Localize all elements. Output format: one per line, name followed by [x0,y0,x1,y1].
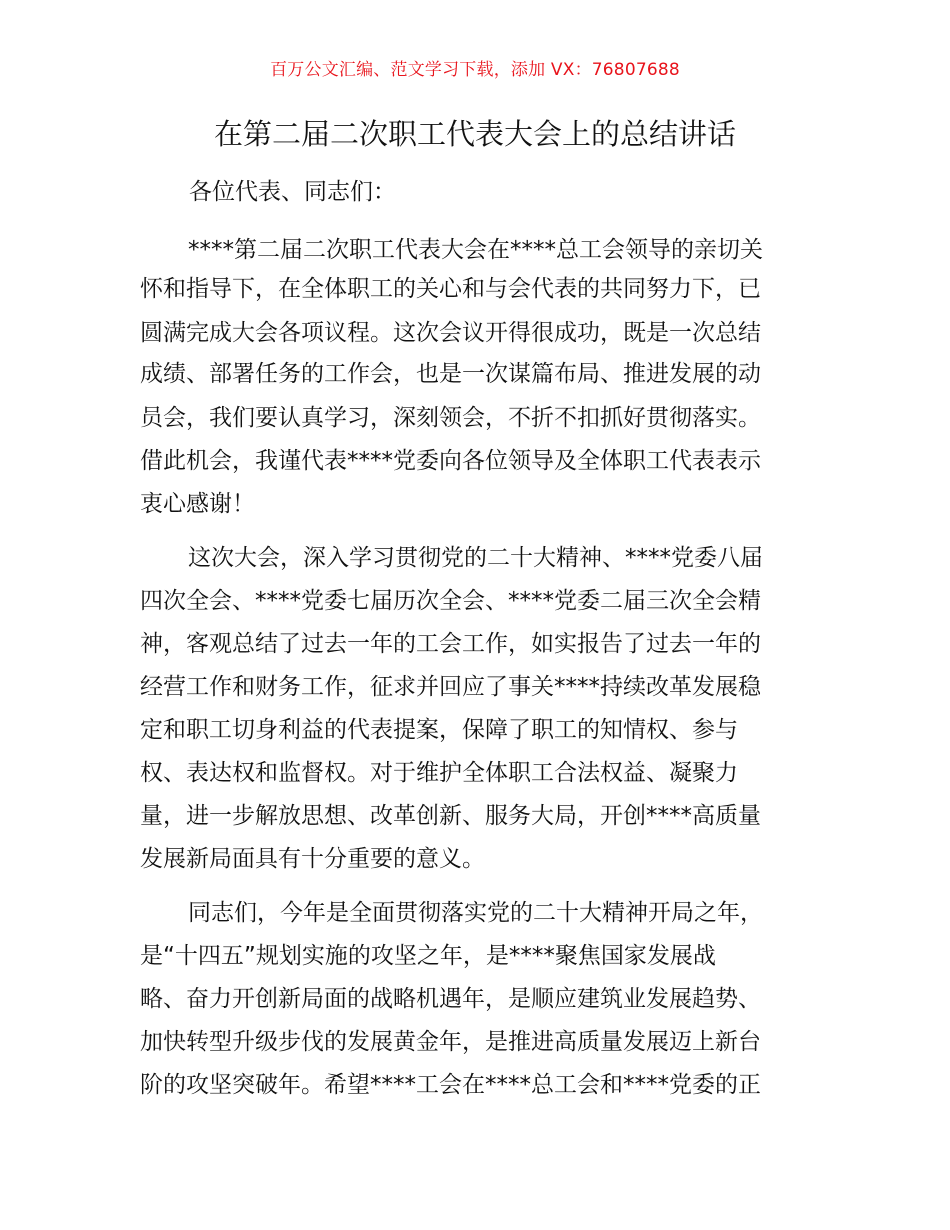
document-title: 在第二届二次职工代表大会上的总结讲话 [213,117,736,151]
header-watermark: 百万公文汇编、范文学习下载，添加 VX：76807688 [270,60,680,80]
paragraph-1-line-3: 圆满完成大会各项议程。这次会议开得很成功，既是一次总结 [140,320,761,346]
paragraph-1-line-1: ****第二届二次职工代表大会在****总工会领导的亲切关 [188,237,763,263]
paragraph-1-line-4: 成绩、部署任务的工作会，也是一次谋篇布局、推进发展的动 [140,361,761,387]
paragraph-2-line-8: 发展新局面具有十分重要的意义。 [140,846,485,872]
paragraph-1-line-7: 衷心感谢！ [140,491,255,517]
paragraph-2-line-1: 这次大会，深入学习贯彻党的二十大精神、****党委八届 [188,545,763,571]
salutation: 各位代表、同志们： [189,179,396,205]
paragraph-2-line-6: 权、表达权和监督权。对于维护全体职工合法权益、凝聚力 [140,760,738,786]
paragraph-2-line-7: 量，进一步解放思想、改革创新、服务大局，开创****高质量 [140,803,761,829]
paragraph-2-line-4: 经营工作和财务工作，征求并回应了事关****持续改革发展稳 [140,674,761,700]
paragraph-1-line-2: 怀和指导下，在全体职工的关心和与会代表的共同努力下，已 [140,276,761,302]
paragraph-3-line-3: 略、奋力开创新局面的战略机遇年，是顺应建筑业发展趋势、 [140,986,761,1012]
paragraph-1-line-6: 借此机会，我谨代表****党委向各位领导及全体职工代表表示 [140,448,761,474]
paragraph-2-line-5: 定和职工切身利益的代表提案，保障了职工的知情权、参与 [140,717,738,743]
paragraph-3-line-2: 是“十四五”规划实施的攻坚之年，是****聚焦国家发展战 [140,943,716,969]
paragraph-2-line-2: 四次全会、****党委七届历次全会、****党委二届三次全会精 [140,588,761,614]
paragraph-2-line-3: 神，客观总结了过去一年的工会工作，如实报告了过去一年的 [140,631,761,657]
paragraph-1-line-5: 员会，我们要认真学习，深刻领会，不折不扣抓好贯彻落实。 [140,405,761,431]
paragraph-3-line-5: 阶的攻坚突破年。希望****工会在****总工会和****党委的正 [140,1072,761,1098]
paragraph-3-line-1: 同志们，今年是全面贯彻落实党的二十大精神开局之年， [188,900,763,926]
paragraph-3-line-4: 加快转型升级步伐的发展黄金年，是推进高质量发展迈上新台 [140,1029,761,1055]
